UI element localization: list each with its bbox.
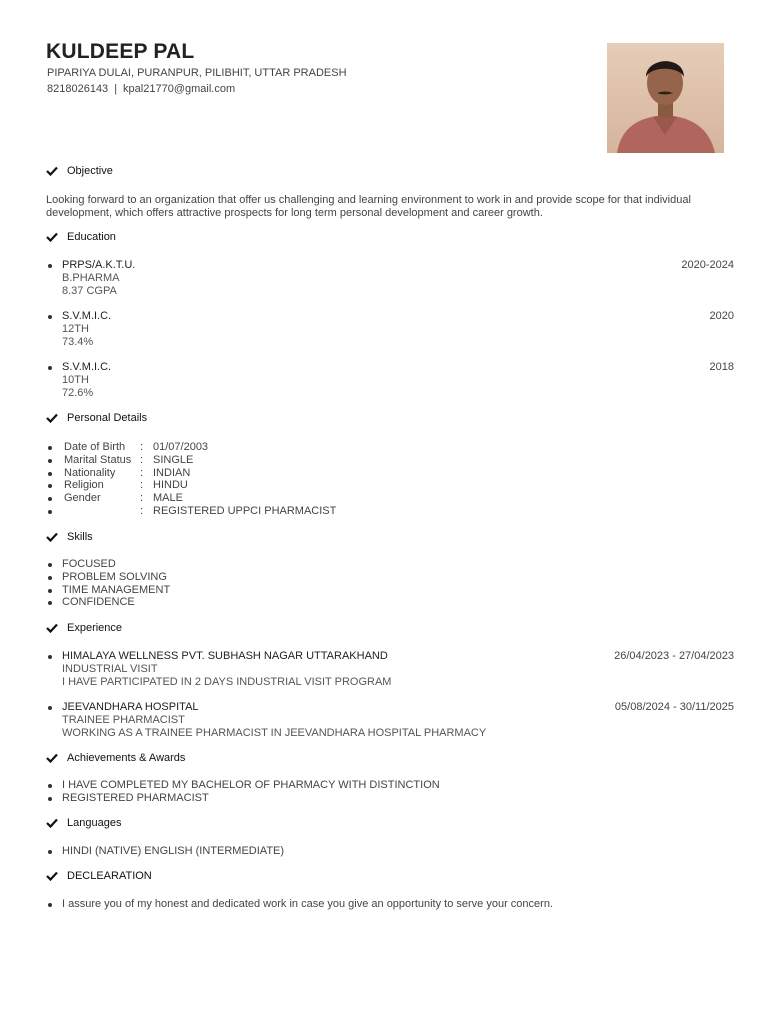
section-title: Skills bbox=[67, 531, 93, 543]
bullet-icon bbox=[48, 784, 52, 788]
section-declaration bbox=[46, 870, 152, 882]
bullet-icon bbox=[48, 563, 52, 567]
skill: TIME MANAGEMENT bbox=[62, 583, 171, 596]
education-entry bbox=[48, 259, 734, 297]
score: 8.37 CGPA bbox=[62, 284, 117, 297]
list-item bbox=[48, 596, 448, 609]
skill: PROBLEM SOLVING bbox=[62, 570, 167, 583]
detail-label: Gender bbox=[64, 492, 101, 505]
date-range: 26/04/2023 - 27/04/2023 bbox=[614, 650, 734, 662]
list-item bbox=[48, 898, 668, 911]
detail-value: INDIAN bbox=[153, 466, 191, 479]
detail-colon: : bbox=[140, 479, 144, 492]
detail-value: HINDU bbox=[153, 479, 188, 492]
score: 72.6% bbox=[62, 386, 94, 399]
bullet-icon bbox=[48, 264, 52, 268]
detail-value: REGISTERED UPPCI PHARMACIST bbox=[153, 504, 337, 517]
year: 2018 bbox=[709, 361, 734, 373]
score: 73.4% bbox=[62, 335, 94, 348]
bullet-icon bbox=[48, 366, 52, 370]
declaration-list bbox=[48, 898, 668, 911]
contact-line bbox=[47, 83, 235, 95]
detail-colon: : bbox=[140, 441, 144, 453]
detail-label: Religion bbox=[64, 479, 104, 492]
section-education bbox=[46, 231, 116, 243]
checkmark-icon bbox=[46, 532, 58, 542]
section-title: Achievements & Awards bbox=[67, 752, 186, 764]
bullet-icon bbox=[48, 484, 52, 488]
checkmark-icon bbox=[46, 413, 58, 423]
bullet-icon bbox=[48, 446, 52, 450]
description: WORKING AS A TRAINEE PHARMACIST IN JEEVANDHARA HOSPITAL PHARMACY bbox=[62, 726, 487, 739]
achievement: I HAVE COMPLETED MY BACHELOR OF PHARMACY WITH DISTINCTION bbox=[62, 779, 440, 791]
section-title: DECLEARATION bbox=[67, 870, 152, 882]
section-title: Personal Details bbox=[67, 412, 148, 424]
personal-details-list bbox=[48, 441, 448, 518]
achievements-list bbox=[48, 779, 548, 805]
detail-colon: : bbox=[140, 466, 144, 479]
detail-label: Date of Birth bbox=[64, 441, 126, 453]
languages-list bbox=[48, 845, 448, 858]
detail-value: 01/07/2003 bbox=[153, 441, 209, 453]
institute: S.V.M.I.C. bbox=[62, 361, 112, 373]
education-entry bbox=[48, 310, 734, 348]
list-item bbox=[48, 779, 548, 792]
bullet-icon bbox=[48, 459, 52, 463]
description: I HAVE PARTICIPATED IN 2 DAYS INDUSTRIAL VISIT PROGRAM bbox=[62, 675, 392, 688]
skills-list bbox=[48, 558, 448, 609]
bullet-icon bbox=[48, 601, 52, 605]
candidate-name: KULDEEP PAL bbox=[46, 40, 195, 63]
role: TRAINEE PHARMACIST bbox=[62, 713, 185, 726]
detail-row bbox=[48, 467, 448, 480]
detail-row bbox=[48, 441, 448, 454]
list-item bbox=[48, 558, 448, 571]
skill: CONFIDENCE bbox=[62, 596, 135, 609]
detail-label: Nationality bbox=[64, 466, 116, 479]
bullet-icon bbox=[48, 589, 52, 593]
bullet-icon bbox=[48, 497, 52, 501]
profile-photo bbox=[607, 43, 724, 153]
section-objective bbox=[46, 165, 113, 177]
detail-row bbox=[48, 505, 448, 518]
experience-entry bbox=[48, 701, 734, 739]
bullet-icon bbox=[48, 655, 52, 659]
company: JEEVANDHARA HOSPITAL bbox=[62, 701, 199, 713]
date-range: 05/08/2024 - 30/11/2025 bbox=[614, 701, 734, 713]
checkmark-icon bbox=[46, 753, 58, 763]
detail-label: Marital Status bbox=[64, 453, 132, 466]
bullet-icon bbox=[48, 315, 52, 319]
list-item bbox=[48, 571, 448, 584]
objective-text: Looking forward to an organization that offer us challenging and learning environment to work in and provide scope for that individual development, which offers attractive prospects for long term personal development and career growth. bbox=[46, 194, 691, 219]
contact-separator: | bbox=[114, 83, 118, 95]
bullet-icon bbox=[48, 510, 52, 514]
bullet-icon bbox=[48, 797, 52, 801]
bullet-icon bbox=[48, 850, 52, 854]
checkmark-icon bbox=[46, 623, 58, 633]
bullet-icon bbox=[48, 903, 52, 907]
bullet-icon bbox=[48, 472, 52, 476]
email-address: kpal21770@gmail.com bbox=[123, 83, 236, 95]
checkmark-icon bbox=[46, 166, 58, 176]
language: HINDI (NATIVE) ENGLISH (INTERMEDIATE) bbox=[62, 845, 285, 857]
education-entry bbox=[48, 361, 734, 399]
section-title: Languages bbox=[67, 817, 122, 829]
section-title: Objective bbox=[67, 165, 113, 177]
bullet-icon bbox=[48, 706, 52, 710]
checkmark-icon bbox=[46, 871, 58, 881]
company: HIMALAYA WELLNESS PVT. SUBHASH NAGAR UTTARAKHAND bbox=[62, 650, 388, 662]
detail-colon: : bbox=[140, 492, 144, 505]
role: INDUSTRIAL VISIT bbox=[62, 662, 158, 675]
detail-value: MALE bbox=[153, 492, 183, 505]
address: PIPARIYA DULAI, PURANPUR, PILIBHIT, UTTAR PRADESH bbox=[47, 67, 347, 79]
section-personal-details bbox=[46, 412, 147, 424]
section-title: Experience bbox=[67, 622, 123, 634]
detail-row bbox=[48, 492, 448, 505]
institute: PRPS/A.K.T.U. bbox=[62, 259, 136, 271]
declaration-text: I assure you of my honest and dedicated work in case you give an opportunity to serve your concern. bbox=[62, 898, 553, 910]
section-skills bbox=[46, 531, 93, 543]
experience-entry bbox=[48, 650, 734, 688]
course: 10TH bbox=[62, 373, 89, 386]
section-experience bbox=[46, 622, 122, 634]
section-title: Education bbox=[67, 231, 116, 243]
bullet-icon bbox=[48, 576, 52, 580]
year: 2020 bbox=[709, 310, 734, 322]
list-item bbox=[48, 845, 448, 858]
phone-number: 8218026143 bbox=[47, 83, 109, 95]
institute: S.V.M.I.C. bbox=[62, 310, 112, 322]
detail-row bbox=[48, 479, 448, 492]
skill: FOCUSED bbox=[62, 558, 116, 570]
year: 2020-2024 bbox=[681, 259, 734, 271]
checkmark-icon bbox=[46, 232, 58, 242]
section-languages bbox=[46, 817, 121, 829]
course: 12TH bbox=[62, 322, 89, 335]
detail-row bbox=[48, 454, 448, 467]
section-achievements bbox=[46, 752, 185, 764]
list-item bbox=[48, 792, 548, 805]
achievement: REGISTERED PHARMACIST bbox=[62, 791, 209, 804]
list-item bbox=[48, 584, 448, 597]
detail-colon: : bbox=[140, 453, 144, 466]
detail-colon: : bbox=[140, 504, 144, 517]
detail-value: SINGLE bbox=[153, 453, 194, 466]
course: B.PHARMA bbox=[62, 271, 120, 284]
checkmark-icon bbox=[46, 818, 58, 828]
